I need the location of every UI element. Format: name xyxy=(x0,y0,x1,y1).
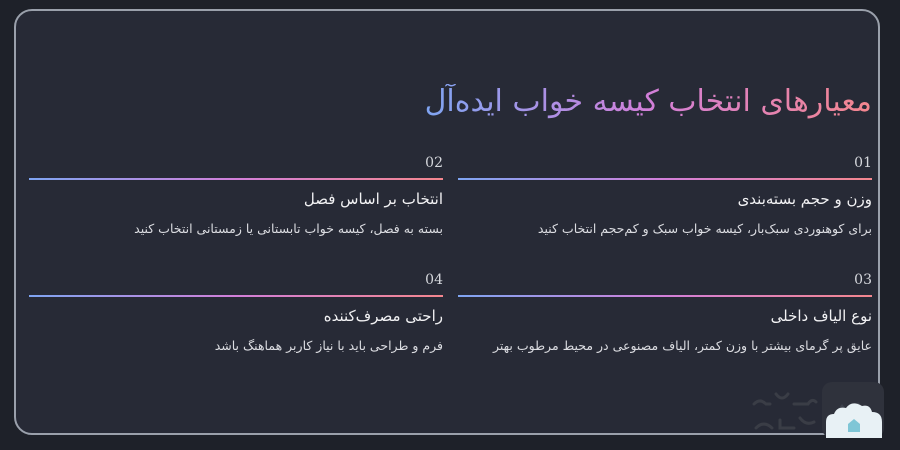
gradient-divider xyxy=(29,178,443,180)
criterion-description: بسته به فصل، کیسه خواب تابستانی یا زمستانی انتخاب کنید xyxy=(134,221,443,236)
page-title: معیارهای انتخاب کیسه خواب ایده‌آل xyxy=(424,84,872,119)
criterion-number: 02 xyxy=(425,155,443,171)
criterion-description: برای کوهنوردی سبک‌بار، کیسه خواب سبک و کم‌حجم انتخاب کنید xyxy=(537,221,872,236)
criterion-item-4 xyxy=(29,271,443,353)
criterion-heading: وزن و حجم بسته‌بندی xyxy=(737,190,872,208)
criterion-heading: راحتی مصرف‌کننده xyxy=(323,307,443,325)
criterion-number: 03 xyxy=(854,272,872,288)
criterion-item-1 xyxy=(458,154,872,236)
criterion-description: عایق پر گرمای بیشتر با وزن کمتر، الیاف مصنوعی در محیط مرطوب بهتر xyxy=(493,338,872,353)
criterion-heading: انتخاب بر اساس فصل xyxy=(303,190,443,208)
brand-logo xyxy=(746,380,886,440)
gradient-divider xyxy=(458,178,872,180)
criterion-description: فرم و طراحی باید با نیاز کاربر هماهنگ باشد xyxy=(214,338,443,353)
criterion-number: 01 xyxy=(854,155,872,171)
criterion-item-3 xyxy=(458,271,872,353)
criterion-item-2 xyxy=(29,154,443,236)
criterion-heading: نوع الیاف داخلی xyxy=(770,307,872,325)
gradient-divider xyxy=(458,295,872,297)
mountain-cloud-icon xyxy=(746,380,886,440)
criterion-number: 04 xyxy=(425,272,443,288)
gradient-divider xyxy=(29,295,443,297)
